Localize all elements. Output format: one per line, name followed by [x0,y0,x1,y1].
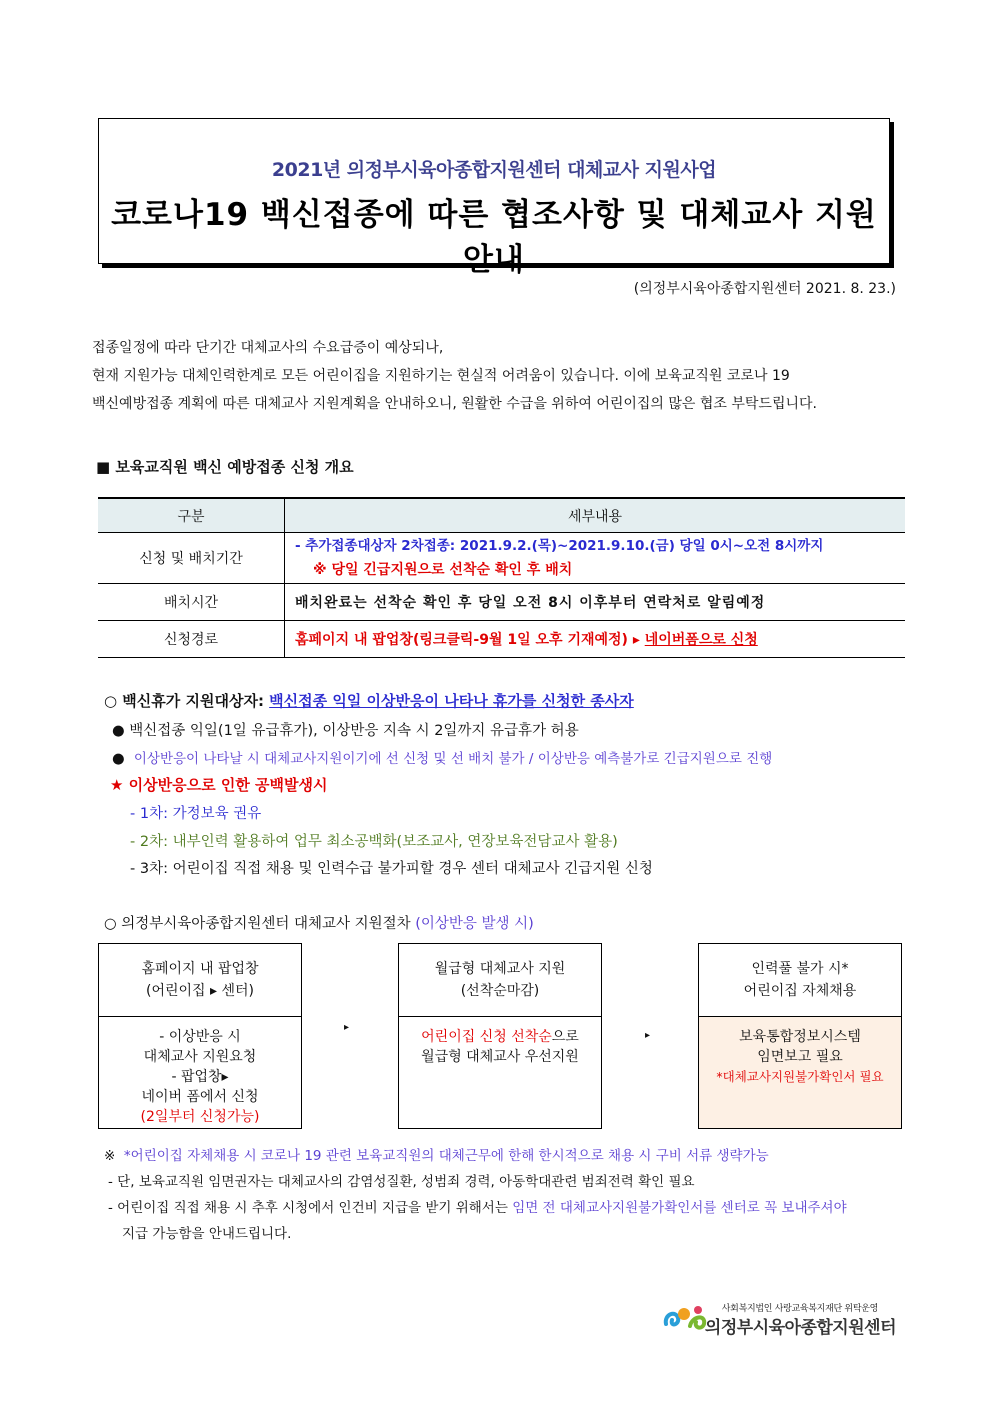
row-detail [285,621,906,658]
flow-body-line: - 이상반응 시 [159,1029,241,1045]
naver-form-link[interactable]: 네이버폼으로 신청 [644,632,758,648]
intro-line-3: 백신예방접종 계획에 따른 대체교사 지원계획을 안내하오니, 원활한 수급을 위하여 어린이집의 많은 협조 부탁드립니다. [92,396,817,412]
route-text: 홈페이지 내 팝업창(링크클릭-9월 1일 오후 기재예정) ▸ [295,632,645,648]
note-3-text: - 어린이집 직접 채용 시 추후 시청에서 인건비 지급을 받기 위해서는 [108,1200,513,1216]
note-1-text: *어린이집 자체채용 시 코로나 19 관련 보육교직원의 대체근무에 한해 한시적으로 채용 시 구비 서류 생략가능 [123,1148,769,1164]
flow-body-line: - 팝업창▸ [171,1069,229,1085]
flow-step-head [699,944,901,1017]
flow-step-body [699,1017,901,1128]
step-1: - 1차: 가정보육 권유 [130,806,262,822]
table-row [98,533,905,584]
flow-head-line: (선착순마감) [460,983,540,999]
flow-step-self-hire [698,943,902,1129]
intro-line-1: 접종일정에 따라 단기간 대체교사의 수요급증이 예상되나, [92,340,444,356]
flow-body-line: 대체교사 지원요청 [143,1049,257,1065]
step-2: - 2차: 내부인력 활용하여 업무 최소공백화(보조교사, 연장보육전담교사 활용) [130,834,618,850]
flow-head-line: 어린이집 자체채용 [743,983,857,999]
table-row [98,621,905,658]
bullet-dot: ● [112,751,125,767]
logo-center-name: 의정부시육아종합지원센터 [704,1318,896,1338]
row-detail: 배치완료는 선착순 확인 후 당일 오전 8시 이후부터 연락처로 알림예정 [285,584,906,621]
row-detail [285,533,906,584]
flow-head-line: 인력풀 불가 시* [751,961,849,977]
row-label: 신청 및 배치기간 [98,533,285,584]
note-3 [108,1196,847,1216]
col-header-category: 구분 [98,498,285,533]
procedure-heading [104,912,534,933]
step-3: - 3차: 어린이집 직접 채용 및 인력수급 불가피할 경우 센터 대체교사 긴급지원 신청 [130,861,653,877]
center-logo-icon [662,1302,710,1334]
procedure-heading-note: (이상반응 발생 시) [415,916,534,932]
bullet-emergency-text: 이상반응이 나타날 시 대체교사지원이기에 선 신청 및 선 배치 불가 / 이상반응 예측불가로 긴급지원으로 진행 [133,751,773,767]
row-label: 배치시간 [98,584,285,621]
flow-step-popup [98,943,302,1129]
note-3-highlight: 임면 전 대체교사지원불가확인서를 센터로 꼭 보내주셔야 [512,1200,847,1216]
period-line: - 추가접종대상자 2차접종: 2021.9.2.(목)~2021.9.10.(금) 당일 0시~오전 8시까지 [295,538,824,554]
note-2: - 단, 보육교직원 임면권자는 대체교사의 감염성질환, 성범죄 경력, 아동학대관련 범죄전력 확인 필요 [108,1174,695,1190]
table-row [98,584,905,621]
flow-body-line: *대체교사지원불가확인서 필요 [716,1069,884,1084]
bullet-paid-leave: ● 백신접종 익일(1일 유급휴가), 이상반응 지속 시 2일까지 유급휴가 허용 [112,723,579,739]
overview-table [98,497,905,658]
flow-head-line: 월급형 대체교사 지원 [434,961,566,977]
overview-heading: ■ 보육교직원 백신 예방접종 신청 개요 [96,458,354,476]
logo-operator-text: 사회복지법인 사랑교육복지재단 위탁운영 [721,1304,878,1314]
flow-body-text: 으로 [551,1029,579,1045]
title-subtitle: 2021년 의정부시육아종합지원센터 대체교사 지원사업 [271,159,717,181]
flow-step-salary [398,943,602,1129]
vaccine-leave-heading [104,690,634,711]
flow-body-line: (2일부터 신청가능) [140,1109,260,1125]
vaccine-leave-label: ○ 백신휴가 지원대상자: [104,692,270,710]
flow-step-head [99,944,301,1017]
intro-paragraph [92,334,900,418]
flow-body-line: 임면보고 필요 [757,1049,843,1065]
title-box [98,118,890,278]
flow-body-line: 네이버 폼에서 신청 [141,1089,259,1105]
flow-head-line: (어린이집 ▸ 센터) [146,983,254,999]
flow-arrow-icon: ▸ [645,1030,651,1041]
source-line: (의정부시육아종합지원센터 2021. 8. 23.) [633,281,896,297]
row-label: 신청경로 [98,621,285,658]
flow-step-body [99,1017,301,1128]
title-main: 코로나19 백신접종에 따른 협조사항 및 대체교사 지원안내 [111,197,877,278]
flow-step-body [399,1017,601,1128]
flow-body-line [399,1027,601,1047]
intro-line-2: 현재 지원가능 대체인력한계로 모든 어린이집을 지원하기는 현실적 어려움이 있습니다. 이에 보육교직원 코로나 19 [92,368,790,384]
note-1 [104,1144,769,1164]
vaccine-leave-target: 백신접종 익일 이상반응이 나타나 휴가를 신청한 종사자 [269,692,634,710]
table-header-row [98,498,905,533]
flow-body-line: 월급형 대체교사 우선지원 [421,1049,579,1065]
bullet-emergency [112,747,772,767]
flow-step-head [399,944,601,1017]
flow-body-highlight: 어린이집 신청 선착순 [421,1029,552,1045]
note-3-continued: 지급 가능함을 안내드립니다. [122,1226,292,1242]
flow-head-line: 홈페이지 내 팝업창 [141,961,259,977]
flow-arrow-icon: ▸ [344,1022,350,1033]
period-note: ※ 당일 긴급지원으로 선착순 확인 후 배치 [313,562,573,578]
col-header-details: 세부내용 [285,498,906,533]
vacancy-heading: ★ 이상반응으로 인한 공백발생시 [110,776,328,794]
flow-body-line: 보육통합정보시스템 [739,1029,861,1045]
procedure-heading-text: ○ 의정부시육아종합지원센터 대체교사 지원절차 [104,916,416,932]
note-mark: ※ [104,1148,116,1164]
